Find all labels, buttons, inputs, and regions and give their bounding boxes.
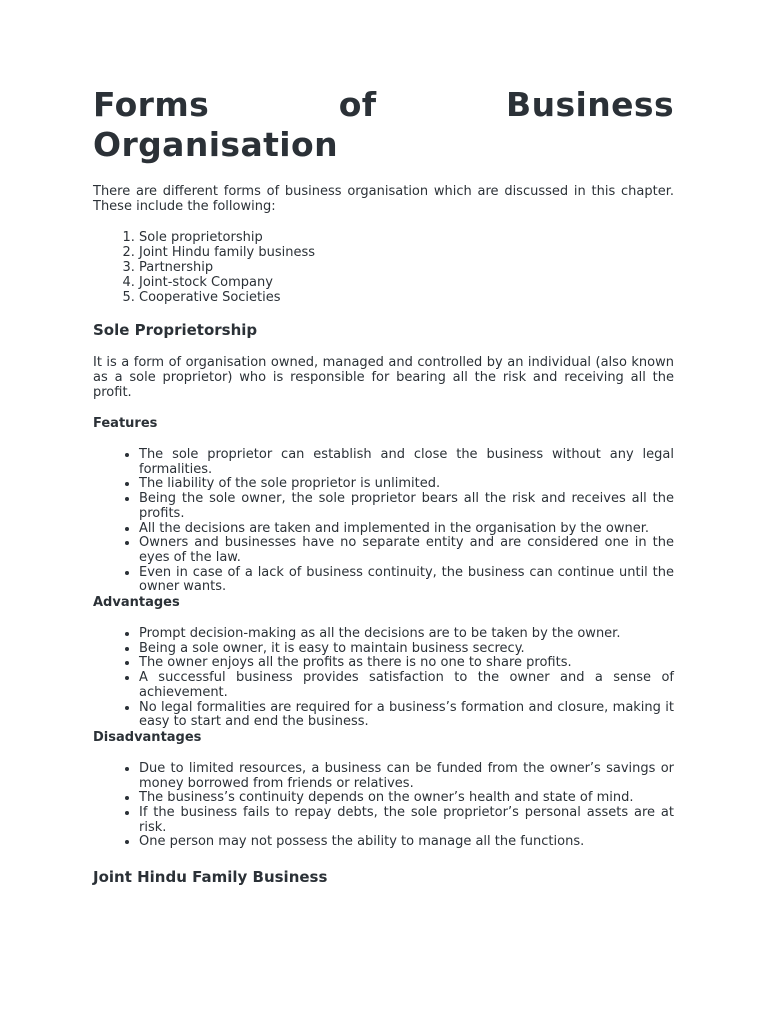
list-item: • Even in case of a lack of business continuity, the business can continue until the owner wants. (139, 566, 674, 595)
advantages-list (93, 627, 674, 730)
list-item: 3. Partnership (139, 260, 674, 275)
disadvantages-list (93, 762, 674, 850)
forms-list (93, 230, 674, 305)
list-item: 5. Cooperative Societies (139, 290, 674, 305)
list-item: 4. Joint-stock Company (139, 275, 674, 290)
document-page (93, 85, 674, 886)
list-item: • The owner enjoys all the profits as there is no one to share profits. (139, 656, 674, 671)
list-item: • If the business fails to repay debts, the sole proprietor’s personal assets are at risk. (139, 806, 674, 835)
document-title: Forms of Business Organisation (93, 85, 674, 164)
advantages-heading: Advantages (93, 595, 180, 611)
section-heading-joint-hindu-family-business: Joint Hindu Family Business (93, 868, 328, 887)
features-list (93, 448, 674, 595)
disadvantages-heading: Disadvantages (93, 729, 202, 745)
list-item: • Prompt decision-making as all the decisions are to be taken by the owner. (139, 627, 674, 642)
list-item: • The business’s continuity depends on the owner’s health and state of mind. (139, 791, 674, 806)
list-item: • All the decisions are taken and implemented in the organisation by the owner. (139, 522, 674, 537)
list-item: • Owners and businesses have no separate entity and are considered one in the eyes of the law. (139, 536, 674, 565)
list-item: • The liability of the sole proprietor is unlimited. (139, 477, 674, 492)
sole-proprietorship-description: It is a form of organisation owned, managed and controlled by an individual (also known as a sole proprietor) who is responsible for bearing all the risk and receiving all the profit. (93, 355, 674, 400)
features-heading: Features (93, 416, 158, 431)
list-item: • No legal formalities are required for a business’s formation and closure, making it easy to start and end the business. (139, 701, 674, 730)
list-item: • One person may not possess the ability to manage all the functions. (139, 835, 674, 850)
list-item: • Due to limited resources, a business can be funded from the owner’s savings or money borrowed from friends or relatives. (139, 762, 674, 791)
list-item: 1. Sole proprietorship (139, 230, 674, 245)
list-item: 2. Joint Hindu family business (139, 245, 674, 260)
list-item: • Being the sole owner, the sole proprietor bears all the risk and receives all the profits. (139, 492, 674, 521)
list-item: • A successful business provides satisfaction to the owner and a sense of achievement. (139, 671, 674, 700)
list-item: • Being a sole owner, it is easy to maintain business secrecy. (139, 642, 674, 657)
intro-paragraph: There are different forms of business organisation which are discussed in this chapter. These include the following: (93, 184, 674, 214)
list-item: • The sole proprietor can establish and close the business without any legal formalities. (139, 448, 674, 477)
section-heading-sole-proprietorship: Sole Proprietorship (93, 321, 258, 339)
